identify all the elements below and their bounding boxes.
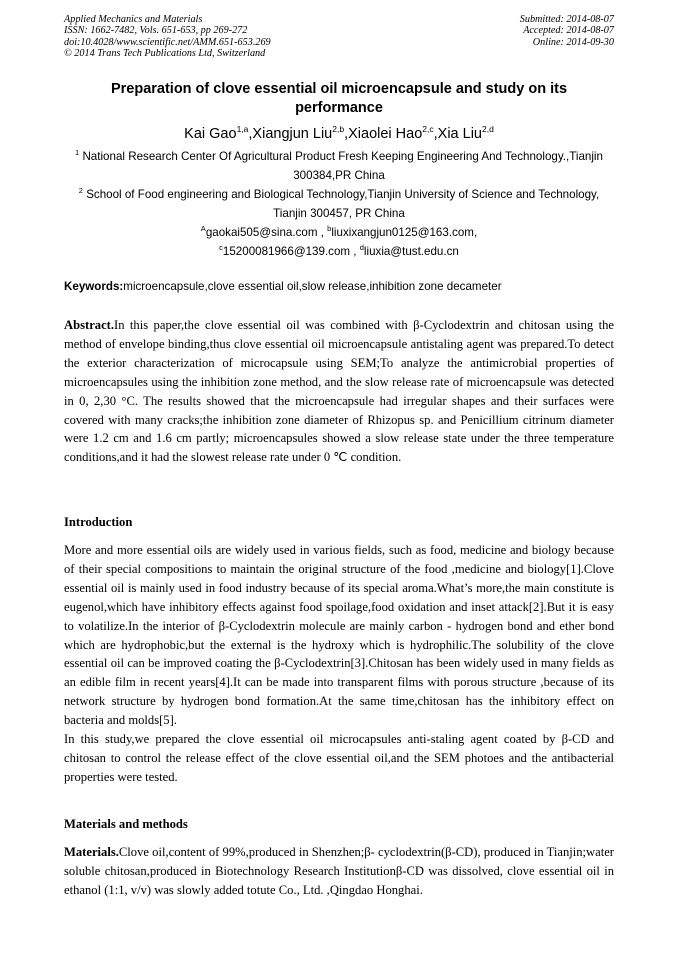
affiliation-text: National Research Center Of Agricultural Product Fresh Keeping Engineering And Technology.,Tianjin 300384,PR China [82, 150, 603, 182]
abstract-label: Abstract. [64, 318, 115, 332]
keywords-text: microencapsule,clove essential oil,slow release,inhibition zone decameter [123, 280, 502, 293]
affiliation-mark: 2 [78, 186, 83, 195]
abstract [64, 316, 614, 467]
email-mark: A [200, 224, 206, 233]
email-address[interactable]: liuxia@tust.edu.cn [363, 245, 459, 258]
author-list: Kai Gao$^{1,a}$,Xiangjun Liu$^{2,b}$,Xiaolei Hao$^{2,c}$,Xia Liu$^{2,d}$ [184, 124, 494, 142]
keywords [64, 278, 624, 296]
introduction-body [64, 541, 614, 787]
journal-info [64, 14, 271, 59]
journal-name: Applied Mechanics and Materials [64, 14, 203, 25]
author-name: Kai Gao [184, 126, 237, 142]
email-address[interactable]: liuxixangjun0125@163.com, [331, 226, 478, 239]
materials-text: Clove oil,content of 99%,produced in Shenzhen;β- cyclodextrin(β-CD), produced in Tianjin;water soluble chitosan,produced in Biotechnology Research Institutionβ-CD was dissolved, clove essential oil in ethanol (1:1, v/v) was slowly added totute Co., Ltd. ,Qingdao Honghai. [64, 845, 614, 897]
author-name: Xiaolei Hao [348, 126, 423, 142]
introduction-heading: Introduction [64, 515, 133, 529]
email-mark: c [219, 243, 223, 252]
email-line-2 [64, 242, 614, 261]
abstract-text: In this paper,the clove essential oil was combined with β-Cyclodextrin and chitosan using the method of envelope binding,thus clove essential oil microencapsule antistaling agent was prepared.To detect the exterior characterization of microcapsule using SEM;To analyze the antimicrobial properties of microencapsules using the inhibition zone method, and the slow release rate of microencapsule was detected in 0, 2,30 °C. The results showed that the microencapsule had irregular shapes and their surfaces were covered with many cracks;the inhibition zone diameter of Rhizopus sp. and Penicillium citrinum diameter were 1.2 cm and 1.6 cm partly; microencapsules showed a slow release state under the three temperature conditions,and it had the slowest release rate under 0 ℃ condition. [64, 318, 614, 465]
author-affiliation-mark: 2,b [332, 124, 345, 134]
paper-title: Preparation of clove essential oil microencapsule and study on its performance [110, 81, 568, 116]
materials-paragraph [64, 843, 614, 900]
affiliation-2 [64, 185, 614, 223]
copyright-line: © 2014 Trans Tech Publications Ltd, Switzerland [64, 47, 266, 59]
online-date: Online: 2014-09-30 [532, 36, 614, 48]
materials-methods-heading: Materials and methods [64, 817, 188, 831]
author-name: Xiangjun Liu [252, 126, 333, 142]
author-affiliation-mark: 1,a [236, 124, 249, 134]
paragraph: More and more essential oils are widely used in various fields, such as food, medicine and biology because of their special compositions to maintain the original structure of the food ,medicine and biology[1].Clove essential oil is mainly used in food industry because of its special aroma.What’s more,the main constitute is eugenol,which have inhibitory effects against food spoilage,food oxidation and inset attack[2].But it is easy to volatilize.In the interior of β-Cyclodextrin molecule are mainly carbon - hydrogen bond and ether bond which are hydrophobic,but the external is the hydroxy which is hydrophilic.The solubility of the clove essential oil can be improved coating the β-Cyclodextrin[3].Chitosan has been widely used in many fields as an edible film in recent years[4].It can be made into transparent films with porous structure ,because of its network structure by hydrogen bond formation.At the same time,chitosan has the inhibitory effect on bacteria and molds[5]. [64, 543, 614, 728]
affiliation-mark: 1 [75, 148, 80, 157]
accepted-date: Accepted: 2014-08-07 [523, 25, 614, 37]
affiliation-1 [64, 147, 614, 185]
author-affiliation-mark: 2,c [422, 124, 434, 134]
email-address[interactable]: gaokai505@sina.com , [205, 226, 324, 239]
author-affiliation-mark: 2,d [482, 124, 494, 134]
author-name: Xia Liu [437, 126, 482, 142]
email-mark: b [327, 224, 332, 233]
keywords-label: Keywords: [64, 280, 124, 293]
email-line-1 [64, 223, 614, 242]
materials-label: Materials. [64, 845, 119, 859]
affiliations [64, 147, 614, 261]
submitted-date: Submitted: 2014-08-07 [519, 14, 614, 25]
dates-info [520, 14, 614, 48]
email-mark: d [359, 243, 364, 252]
doi-line: doi:10.4028/www.scientific.net/AMM.651-653.269 [64, 36, 271, 48]
affiliation-text: School of Food engineering and Biological Technology,Tianjin University of Science and Technology, Tianjin 300457, PR China [86, 188, 600, 220]
email-address[interactable]: 15200081966@139.com , [222, 245, 357, 258]
issn-line: ISSN: 1662-7482, Vols. 651-653, pp 269-272 [64, 25, 248, 37]
paragraph: In this study,we prepared the clove essential oil microcapsules anti-staling agent coated by β-CD and chitosan to control the release effect of the clove essential oil,and the SEM photoes and the antibacterial properties were tested. [64, 732, 614, 784]
